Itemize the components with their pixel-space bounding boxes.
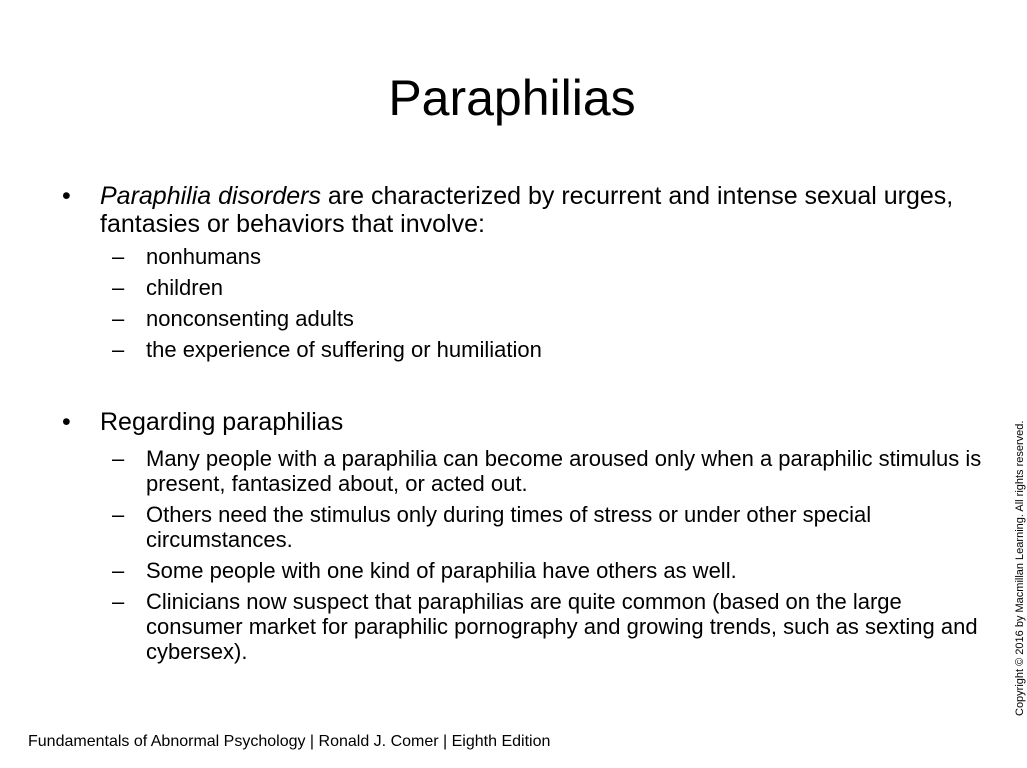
sub-bullet-text: the experience of suffering or humiliation xyxy=(146,337,542,362)
bullet-marker: • xyxy=(62,408,71,436)
copyright-notice: Copyright © 2016 by Macmillan Learning. All rights reserved. xyxy=(1014,420,1026,716)
definition-text: are characterized by recurrent and intense sexual urges, fantasies or behaviors that involve: xyxy=(100,182,954,238)
sub-bullet-text: nonconsenting adults xyxy=(146,306,354,331)
term-paraphilia-disorders: Paraphilia disorders xyxy=(100,182,321,210)
bullet-regarding-paraphilias xyxy=(62,408,982,436)
footer-citation: Fundamentals of Abnormal Psychology | Ronald J. Comer | Eighth Edition xyxy=(28,733,551,750)
sub-bullet-nonhumans xyxy=(62,244,982,269)
dash-marker: – xyxy=(112,306,125,331)
sub-bullet-stress-circumstances xyxy=(62,502,982,552)
sub-bullet-text: Many people with a paraphilia can become aroused only when a paraphilic stimulus is present, fantasized about, or acted out. xyxy=(146,446,982,496)
sub-bullet-multiple-paraphilias xyxy=(62,558,982,583)
sub-bullet-nonconsenting-adults xyxy=(62,306,982,331)
slide-title: Paraphilias xyxy=(388,70,636,126)
dash-marker: – xyxy=(112,275,125,300)
sub-bullet-text: Clinicians now suspect that paraphilias are quite common (based on the large consumer market for paraphilic pornography and growing trends, such as sexting and cybersex). xyxy=(146,589,978,664)
dash-marker: – xyxy=(112,446,125,471)
sub-bullet-text: children xyxy=(146,275,224,300)
sub-bullet-text: nonhumans xyxy=(146,244,261,269)
dash-marker: – xyxy=(112,337,125,362)
bullet-paraphilia-disorders xyxy=(62,182,982,238)
dash-marker: – xyxy=(112,502,125,527)
sub-bullet-children xyxy=(62,275,982,300)
bullet-marker: • xyxy=(62,182,71,210)
sub-bullet-suffering-humiliation xyxy=(62,337,982,362)
sub-bullet-text: Some people with one kind of paraphilia have others as well. xyxy=(146,558,737,583)
sub-bullet-text: Others need the stimulus only during times of stress or under other special circumstances. xyxy=(146,502,872,552)
dash-marker: – xyxy=(112,589,125,614)
bullet-text: Regarding paraphilias xyxy=(100,408,344,436)
dash-marker: – xyxy=(112,558,125,583)
dash-marker: – xyxy=(112,244,125,269)
slide-body xyxy=(62,182,982,664)
sub-bullet-aroused-only xyxy=(62,446,982,496)
sub-bullet-quite-common xyxy=(62,589,982,664)
